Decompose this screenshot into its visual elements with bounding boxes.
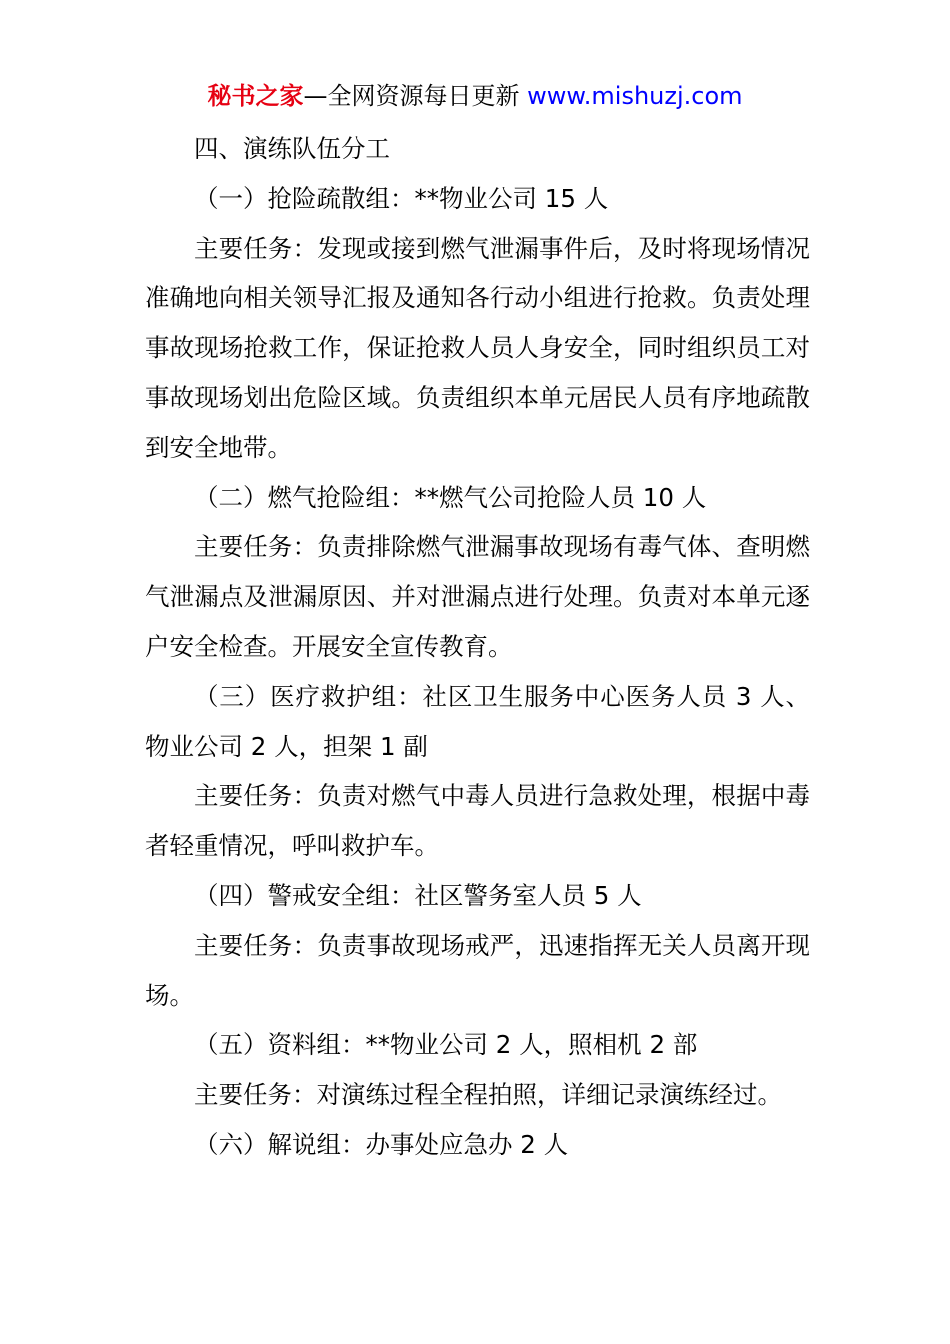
group-title-medical: （三）医疗救护组：社区卫生服务中心医务人员 3 人、物业公司 2 人，担架 1 副 (145, 681, 810, 761)
group-title-rescue-evacuation: （一）抢险疏散组：**物业公司 15 人 (194, 183, 609, 213)
group-title-security: （四）警戒安全组：社区警务室人员 5 人 (194, 880, 642, 910)
header-tagline: —全网资源每日更新 (303, 82, 528, 110)
group-task-gas-repair: 主要任务：负责排除燃气泄漏事故现场有毒气体、查明燃气泄漏点及泄漏原因、并对泄漏点进行处理。负责对本单元逐户安全检查。开展安全宣传教育。 (145, 532, 810, 661)
site-url-link[interactable]: www.mishuzj.com (527, 82, 743, 110)
document-body (145, 124, 810, 1170)
section-heading: 四、演练队伍分工 (194, 134, 390, 163)
group-title-commentary: （六）解说组：办事处应急办 2 人 (194, 1129, 569, 1159)
group-task-medical: 主要任务：负责对燃气中毒人员进行急救处理，根据中毒者轻重情况，呼叫救护车。 (145, 781, 810, 861)
group-task-security: 主要任务：负责事故现场戒严，迅速指挥无关人员离开现场。 (145, 930, 810, 1010)
site-header (0, 80, 950, 112)
group-task-records: 主要任务：对演练过程全程拍照，详细记录演练经过。 (194, 1080, 782, 1110)
group-task-rescue-evacuation: 主要任务：发现或接到燃气泄漏事件后，及时将现场情况准确地向相关领导汇报及通知各行动小组进行抢救。负责处理事故现场抢救工作，保证抢救人员人身安全，同时组织员工对事故现场划出危险区域。负责组织本单元居民人员有序地疏散到安全地带。 (145, 233, 810, 462)
group-title-records: （五）资料组：**物业公司 2 人，照相机 2 部 (194, 1030, 698, 1060)
group-title-gas-repair: （二）燃气抢险组：**燃气公司抢险人员 10 人 (194, 482, 707, 512)
brand-name: 秘书之家 (207, 82, 304, 110)
